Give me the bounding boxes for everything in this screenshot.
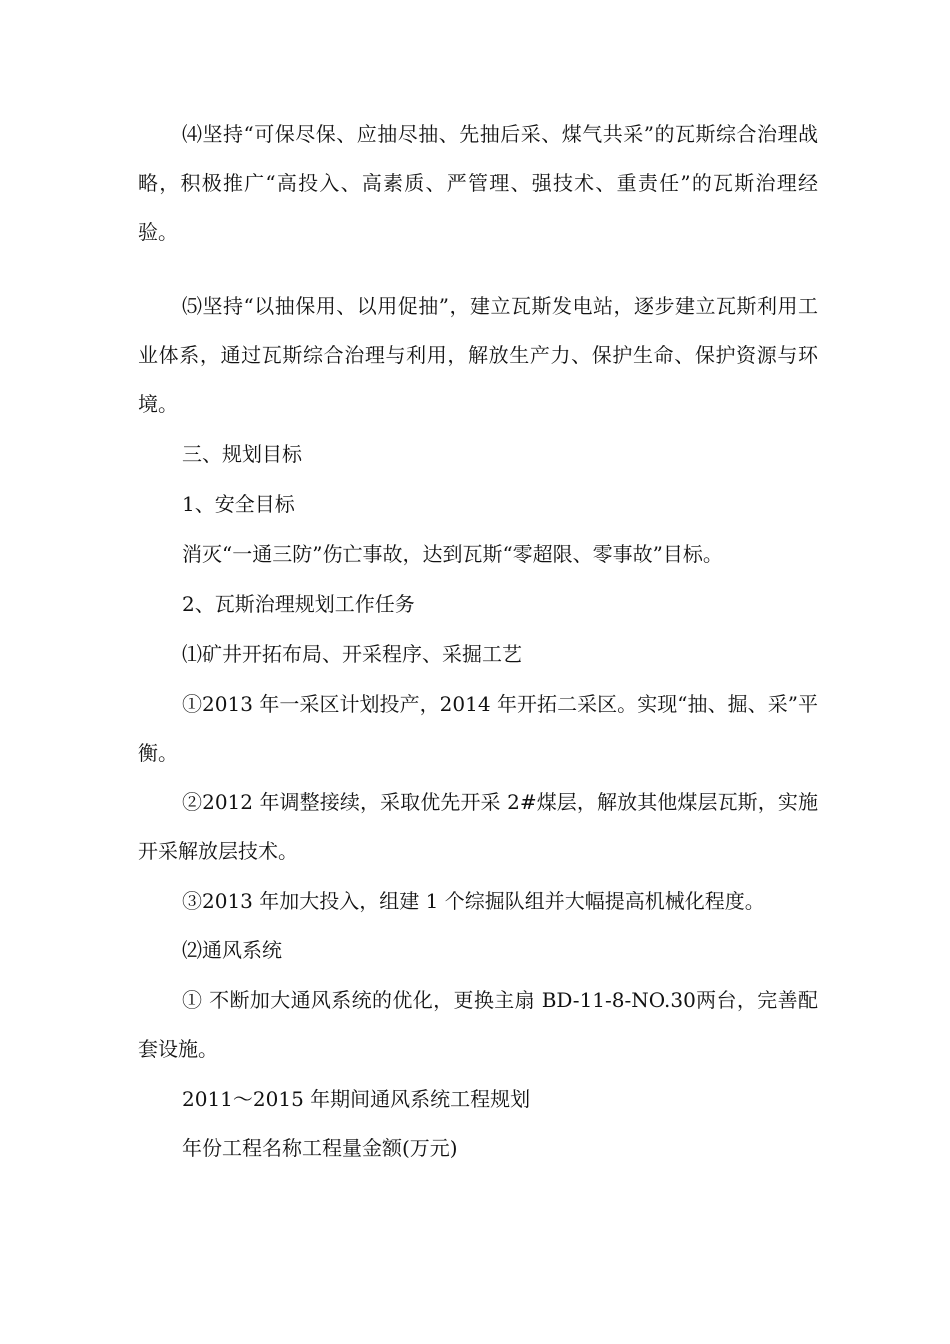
heading-mine-layout: ⑴矿井开拓布局、开采程序、采掘工艺 — [182, 642, 522, 666]
heading-planning-goals: 三、规划目标 — [182, 442, 302, 466]
paragraph-ventilation-item-1: ① 不断加大通风系统的优化，更换主扇 BD-11-8-NO.30两台，完善配套设施。 — [138, 988, 818, 1061]
paragraph-item-1: ①2013 年一采区计划投产，2014 年开拓二采区。实现“抽、掘、采”平衡。 — [138, 692, 818, 765]
heading-safety-goal: 1、安全目标 — [182, 492, 295, 516]
paragraph-gas-control-strategy: ⑷坚持“可保尽保、应抽尽抽、先抽后采、煤气共采”的瓦斯综合治理战略，积极推广“高投入、高素质、严管理、强技术、重责任”的瓦斯治理经验。 — [138, 122, 818, 244]
paragraph-safety-goal: 消灭“一通三防”伤亡事故，达到瓦斯“零超限、零事故”目标。 — [182, 542, 723, 566]
table-header-line: 年份工程名称工程量金额(万元) — [182, 1136, 458, 1160]
paragraph-item-2: ②2012 年调整接续，采取优先开采 2#煤层，解放其他煤层瓦斯，实施开采解放层技术。 — [138, 790, 818, 863]
heading-ventilation-system: ⑵通风系统 — [182, 938, 282, 962]
paragraph-item-3: ③2013 年加大投入，组建 1 个综掘队组并大幅提高机械化程度。 — [182, 889, 765, 913]
heading-ventilation-plan: 2011～2015 年期间通风系统工程规划 — [182, 1087, 531, 1111]
heading-gas-control-tasks: 2、瓦斯治理规划工作任务 — [182, 592, 415, 616]
paragraph-gas-utilization: ⑸坚持“以抽保用、以用促抽”，建立瓦斯发电站，逐步建立瓦斯利用工业体系，通过瓦斯综合治理与利用，解放生产力、保护生命、保护资源与环境。 — [138, 294, 818, 416]
